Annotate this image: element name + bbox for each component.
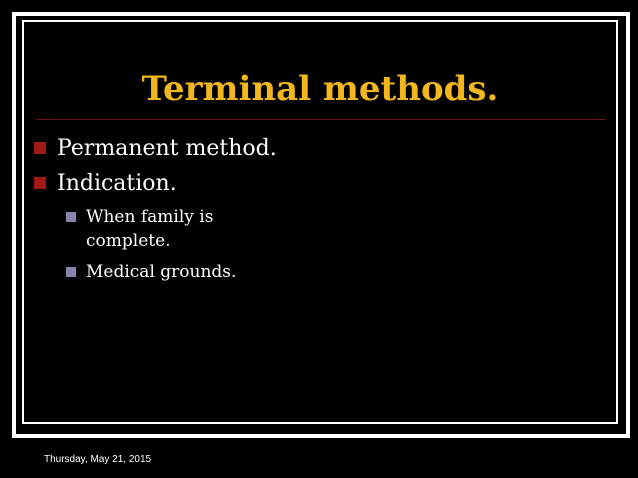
sub-bullet-family-complete	[86, 205, 213, 229]
bullet-permanent-method	[57, 135, 277, 163]
sub-bullet-text: Medical grounds.	[86, 262, 237, 282]
bullet-text: Indication.	[57, 171, 177, 196]
square-bullet-icon	[34, 177, 46, 189]
square-sub-bullet-icon	[66, 212, 76, 222]
slide-title: Terminal methods.	[141, 69, 499, 109]
square-bullet-icon	[34, 142, 46, 154]
square-sub-bullet-icon	[66, 267, 76, 277]
sub-bullet-text-line1: When family is	[86, 207, 214, 227]
bullet-text: Permanent method.	[57, 136, 277, 161]
sub-bullet-medical-grounds	[86, 260, 236, 284]
sub-bullet-family-complete-continued	[86, 229, 171, 253]
footer-date: Thursday, May 21, 2015	[44, 454, 152, 465]
sub-bullet-text-line2: complete.	[86, 231, 171, 251]
bullet-indication	[57, 170, 177, 198]
